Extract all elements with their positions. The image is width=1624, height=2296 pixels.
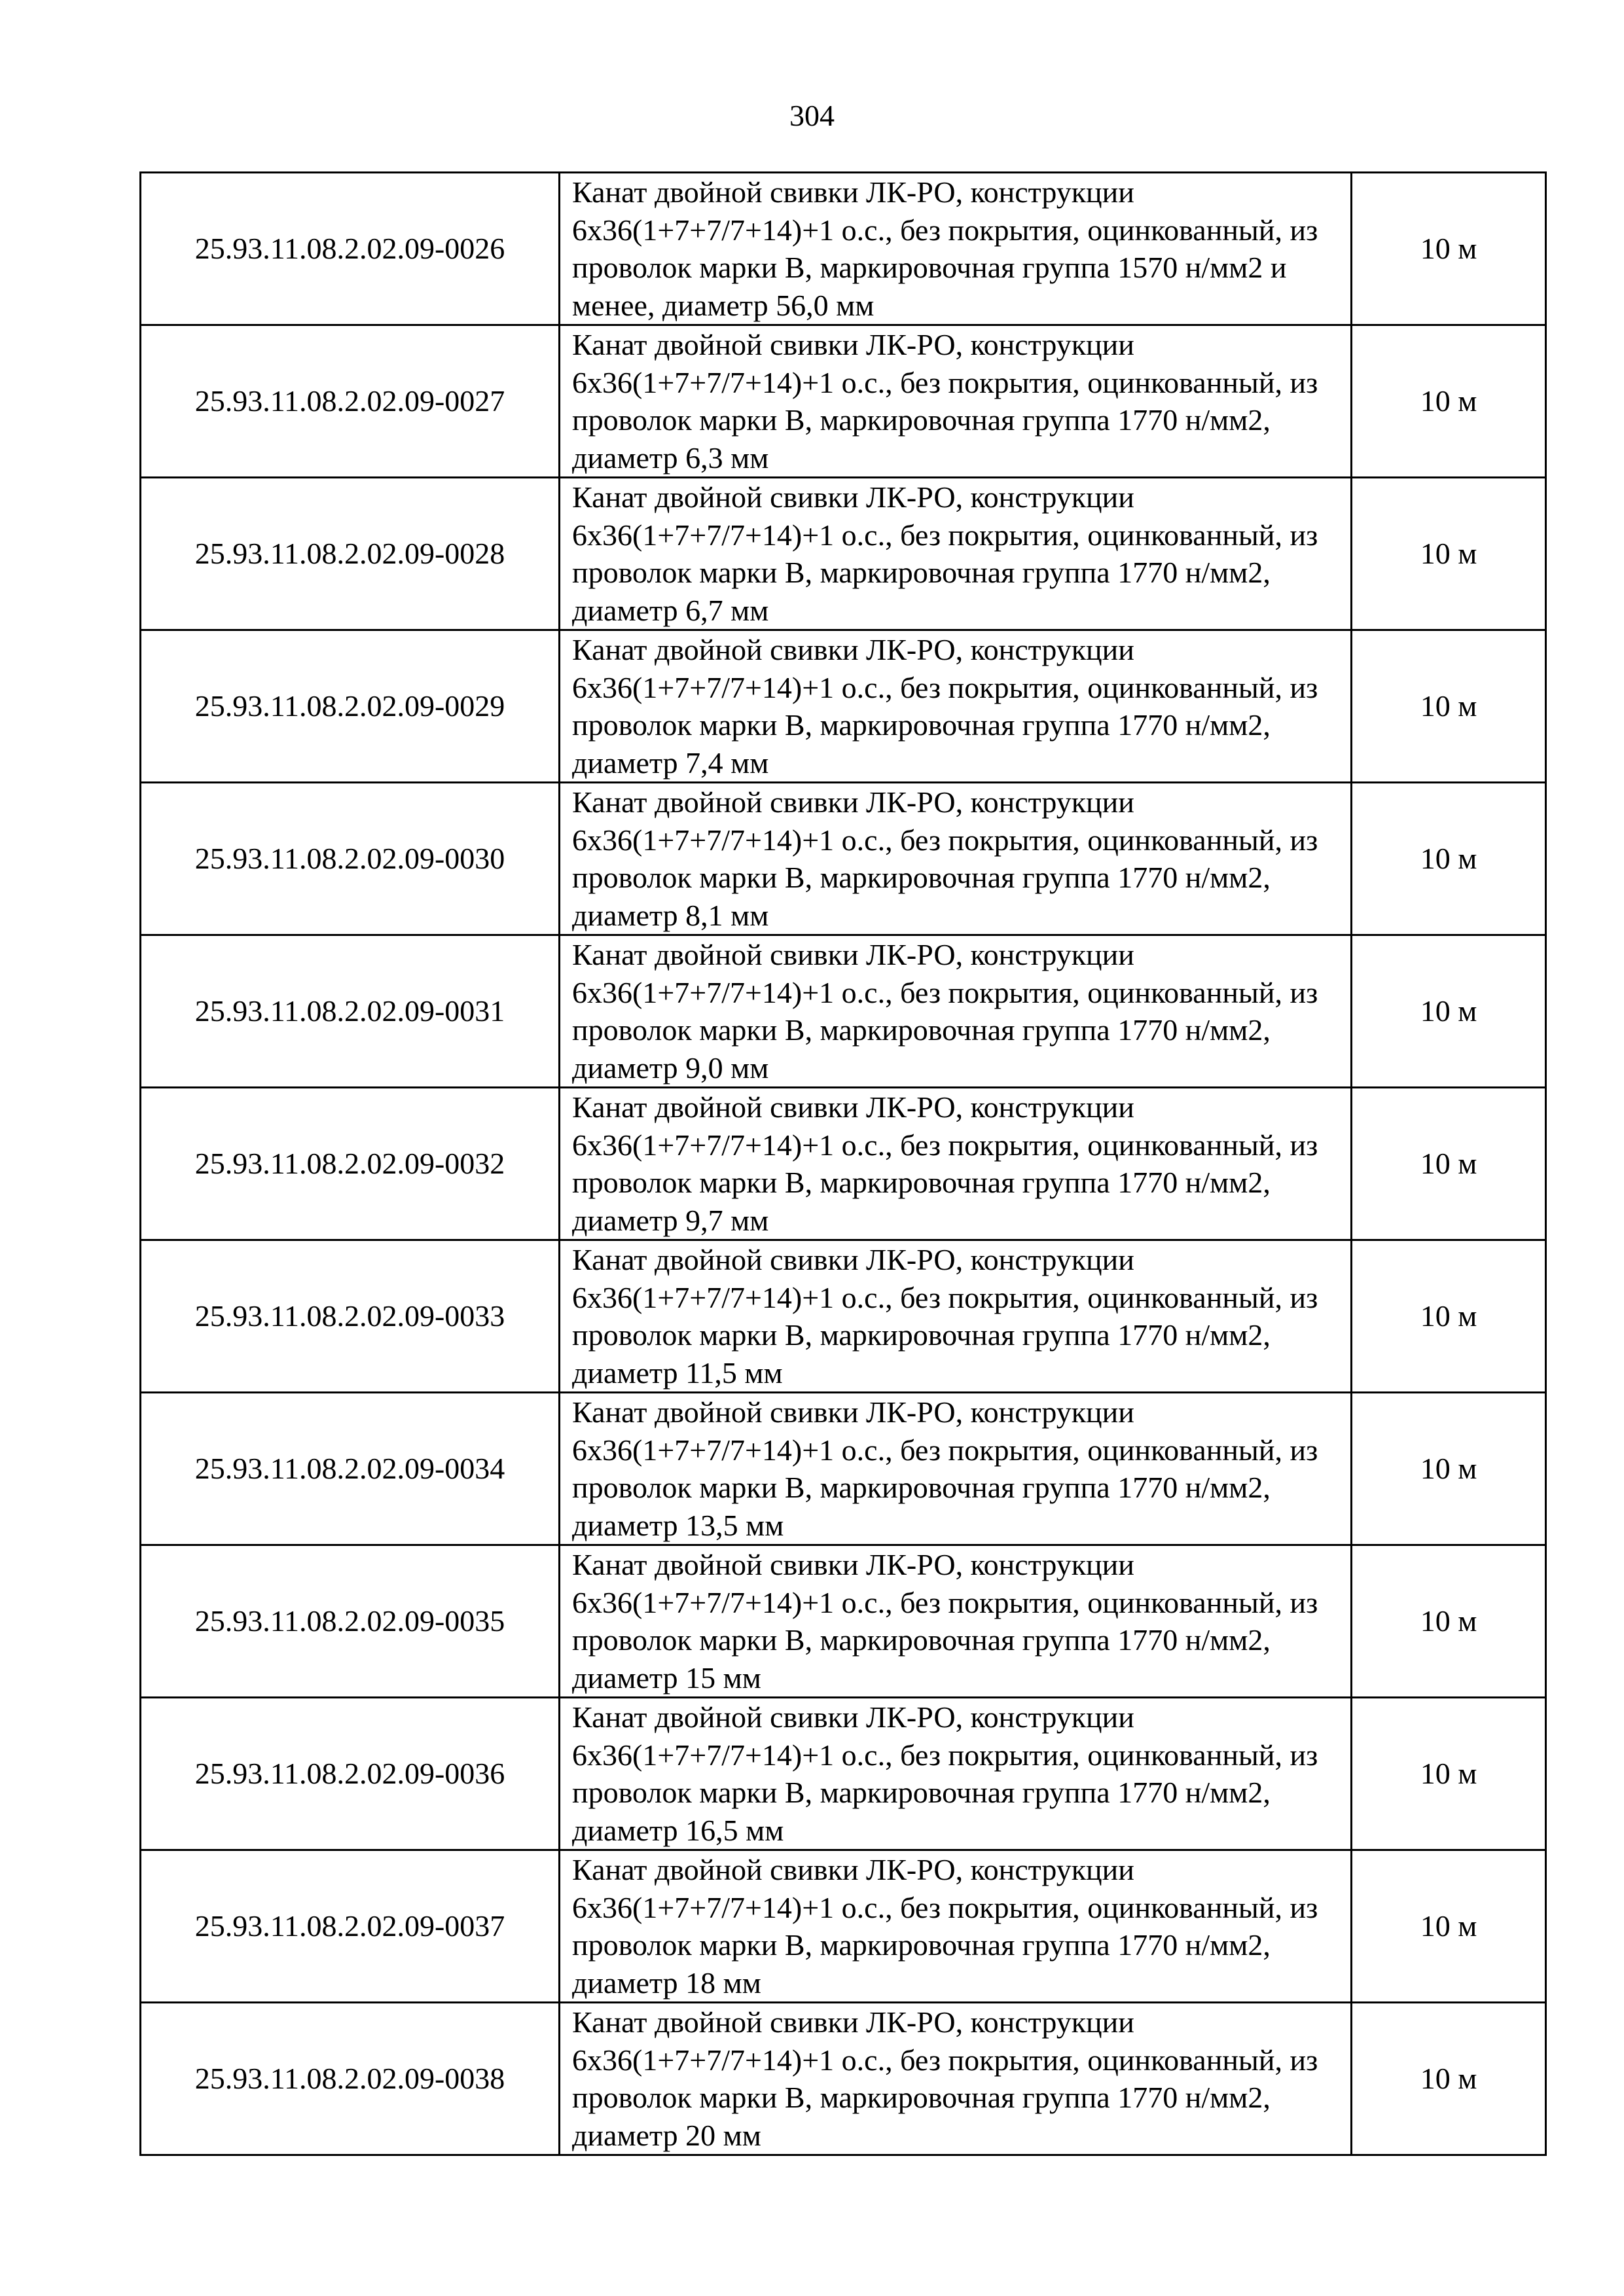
resource-code-cell: 25.93.11.08.2.02.09-0036 [141,1698,560,1850]
table-row [141,478,1546,630]
resource-code-cell: 25.93.11.08.2.02.09-0029 [141,630,560,783]
resource-code-cell: 25.93.11.08.2.02.09-0028 [141,478,560,630]
table-row [141,2003,1546,2155]
resource-code-cell: 25.93.11.08.2.02.09-0032 [141,1088,560,1240]
resource-unit-cell: 10 м [1352,1088,1546,1240]
resource-description-cell: Канат двойной свивки ЛК-РО, конструкции 6х36(1+7+7/7+14)+1 о.с., без покрытия, оцинкованный, из проволок марки В, маркировочная группа 1770 н/мм2, диаметр 6,3 мм [560,325,1352,478]
resource-unit-cell: 10 м [1352,1850,1546,2003]
resource-unit-cell: 10 м [1352,1393,1546,1545]
table-row [141,935,1546,1088]
resource-description-cell: Канат двойной свивки ЛК-РО, конструкции 6х36(1+7+7/7+14)+1 о.с., без покрытия, оцинкованный, из проволок марки В, маркировочная группа 1770 н/мм2, диаметр 9,0 мм [560,935,1352,1088]
resource-code-cell: 25.93.11.08.2.02.09-0026 [141,173,560,325]
table-row [141,1698,1546,1850]
resource-description-cell: Канат двойной свивки ЛК-РО, конструкции 6х36(1+7+7/7+14)+1 о.с., без покрытия, оцинкованный, из проволок марки В, маркировочная группа 1770 н/мм2, диаметр 13,5 мм [560,1393,1352,1545]
resource-unit-cell: 10 м [1352,783,1546,935]
table-row [141,630,1546,783]
resource-unit-cell: 10 м [1352,1545,1546,1698]
resource-description-cell: Канат двойной свивки ЛК-РО, конструкции 6х36(1+7+7/7+14)+1 о.с., без покрытия, оцинкованный, из проволок марки В, маркировочная группа 1770 н/мм2, диаметр 15 мм [560,1545,1352,1698]
resource-description-cell: Канат двойной свивки ЛК-РО, конструкции 6х36(1+7+7/7+14)+1 о.с., без покрытия, оцинкованный, из проволок марки В, маркировочная группа 1770 н/мм2, диаметр 18 мм [560,1850,1352,2003]
table-row [141,1850,1546,2003]
table-row [141,173,1546,325]
resource-code-cell: 25.93.11.08.2.02.09-0027 [141,325,560,478]
resource-code-cell: 25.93.11.08.2.02.09-0038 [141,2003,560,2155]
resource-code-cell: 25.93.11.08.2.02.09-0033 [141,1240,560,1393]
page-number: 304 [789,99,835,132]
resource-unit-cell: 10 м [1352,935,1546,1088]
resource-unit-cell: 10 м [1352,173,1546,325]
resource-description-cell: Канат двойной свивки ЛК-РО, конструкции 6х36(1+7+7/7+14)+1 о.с., без покрытия, оцинкованный, из проволок марки В, маркировочная группа 1770 н/мм2, диаметр 8,1 мм [560,783,1352,935]
resource-unit-cell: 10 м [1352,1240,1546,1393]
resource-description-cell: Канат двойной свивки ЛК-РО, конструкции 6х36(1+7+7/7+14)+1 о.с., без покрытия, оцинкованный, из проволок марки В, маркировочная группа 1770 н/мм2, диаметр 7,4 мм [560,630,1352,783]
resource-code-cell: 25.93.11.08.2.02.09-0037 [141,1850,560,2003]
resource-code-cell: 25.93.11.08.2.02.09-0030 [141,783,560,935]
resource-description-cell: Канат двойной свивки ЛК-РО, конструкции 6х36(1+7+7/7+14)+1 о.с., без покрытия, оцинкованный, из проволок марки В, маркировочная группа 1770 н/мм2, диаметр 9,7 мм [560,1088,1352,1240]
resource-description-cell: Канат двойной свивки ЛК-РО, конструкции 6х36(1+7+7/7+14)+1 о.с., без покрытия, оцинкованный, из проволок марки В, маркировочная группа 1570 н/мм2 и менее, диаметр 56,0 мм [560,173,1352,325]
resource-code-cell: 25.93.11.08.2.02.09-0035 [141,1545,560,1698]
resource-description-cell: Канат двойной свивки ЛК-РО, конструкции 6х36(1+7+7/7+14)+1 о.с., без покрытия, оцинкованный, из проволок марки В, маркировочная группа 1770 н/мм2, диаметр 11,5 мм [560,1240,1352,1393]
table-row [141,325,1546,478]
resource-unit-cell: 10 м [1352,2003,1546,2155]
table-row [141,1240,1546,1393]
table-row [141,1393,1546,1545]
table-row [141,1545,1546,1698]
table-row [141,1088,1546,1240]
resource-code-cell: 25.93.11.08.2.02.09-0031 [141,935,560,1088]
resource-code-cell: 25.93.11.08.2.02.09-0034 [141,1393,560,1545]
resource-description-cell: Канат двойной свивки ЛК-РО, конструкции 6х36(1+7+7/7+14)+1 о.с., без покрытия, оцинкованный, из проволок марки В, маркировочная группа 1770 н/мм2, диаметр 6,7 мм [560,478,1352,630]
table-row [141,783,1546,935]
resource-unit-cell: 10 м [1352,1698,1546,1850]
resource-description-cell: Канат двойной свивки ЛК-РО, конструкции 6х36(1+7+7/7+14)+1 о.с., без покрытия, оцинкованный, из проволок марки В, маркировочная группа 1770 н/мм2, диаметр 16,5 мм [560,1698,1352,1850]
resource-unit-cell: 10 м [1352,325,1546,478]
resource-unit-cell: 10 м [1352,478,1546,630]
resource-table [139,171,1547,2156]
resource-description-cell: Канат двойной свивки ЛК-РО, конструкции 6х36(1+7+7/7+14)+1 о.с., без покрытия, оцинкованный, из проволок марки В, маркировочная группа 1770 н/мм2, диаметр 20 мм [560,2003,1352,2155]
resource-unit-cell: 10 м [1352,630,1546,783]
